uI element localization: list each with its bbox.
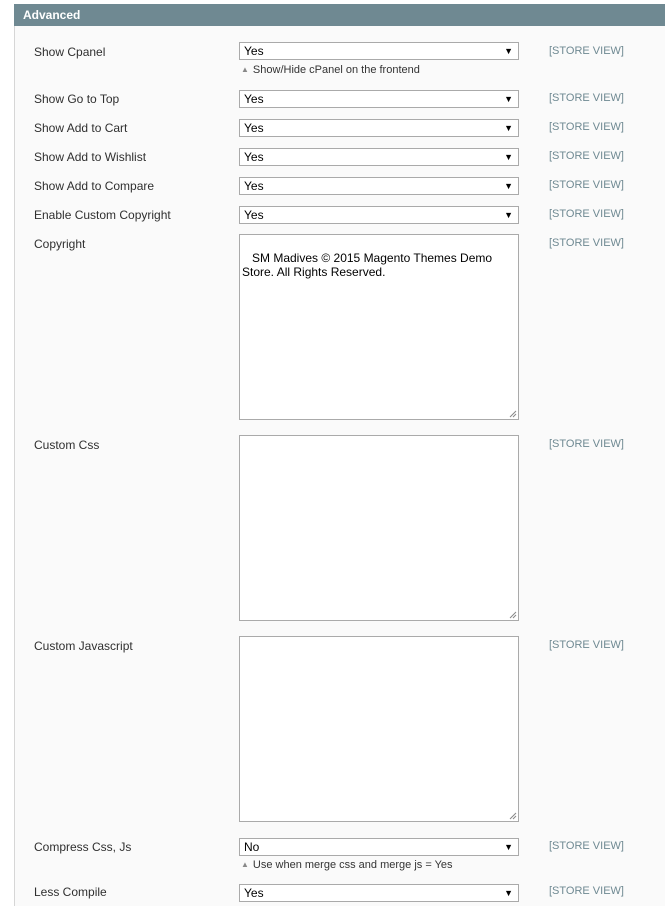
show-add-to-cart-label: Show Add to Cart [34, 121, 128, 135]
custom-javascript-textarea[interactable] [239, 636, 519, 822]
select-value: No [244, 840, 260, 854]
note-text: Show/Hide cPanel on the frontend [252, 64, 420, 76]
scope-label: [STORE VIEW] [549, 208, 624, 220]
select-value: Yes [244, 44, 264, 58]
compress-css-js-label: Compress Css, Js [34, 840, 132, 854]
scope-label: [STORE VIEW] [549, 92, 624, 104]
select-value: Yes [244, 179, 264, 193]
select-value: Yes [244, 121, 264, 135]
show-add-to-wishlist-select[interactable] [239, 148, 519, 166]
scope-label: [STORE VIEW] [549, 639, 624, 651]
show-go-to-top-label: Show Go to Top [34, 92, 120, 106]
scope-label: [STORE VIEW] [549, 150, 624, 162]
show-cpanel-select[interactable] [239, 42, 519, 60]
enable-custom-copyright-select[interactable] [239, 206, 519, 224]
compress-css-js-select[interactable] [239, 838, 519, 856]
resize-grip-icon[interactable] [509, 812, 517, 820]
enable-custom-copyright-label: Enable Custom Copyright [34, 208, 171, 222]
select-value: Yes [244, 208, 264, 222]
triangle-down-icon: ▼ [504, 46, 513, 56]
scope-label: [STORE VIEW] [549, 840, 624, 852]
less-compile-select[interactable] [239, 884, 519, 902]
select-value: Yes [244, 886, 264, 900]
triangle-down-icon: ▼ [504, 152, 513, 162]
show-add-to-compare-select[interactable] [239, 177, 519, 195]
resize-grip-icon[interactable] [509, 410, 517, 418]
scope-label: [STORE VIEW] [549, 179, 624, 191]
triangle-down-icon: ▼ [504, 181, 513, 191]
show-cpanel-note [241, 64, 420, 76]
custom-css-textarea[interactable] [239, 435, 519, 621]
show-add-to-cart-select[interactable] [239, 119, 519, 137]
triangle-up-icon: ▲ [241, 860, 249, 869]
show-add-to-wishlist-label: Show Add to Wishlist [34, 150, 147, 164]
triangle-down-icon: ▼ [504, 842, 513, 852]
less-compile-label: Less Compile [34, 885, 107, 899]
custom-javascript-label: Custom Javascript [34, 639, 133, 653]
show-add-to-compare-label: Show Add to Compare [34, 179, 155, 193]
select-value: Yes [244, 150, 264, 164]
copyright-textarea[interactable] [239, 234, 519, 420]
show-cpanel-label: Show Cpanel [34, 45, 106, 59]
scope-label: [STORE VIEW] [549, 438, 624, 450]
custom-css-label: Custom Css [34, 438, 100, 452]
textarea-value: SM Madives © 2015 Magento Themes Demo Store. All Rights Reserved. [242, 251, 496, 279]
section-title: Advanced [23, 8, 81, 22]
note-text: Use when merge css and merge js = Yes [252, 859, 453, 871]
compress-css-js-note [241, 859, 453, 871]
section-header-advanced[interactable] [14, 4, 665, 26]
triangle-down-icon: ▼ [504, 888, 513, 898]
scope-label: [STORE VIEW] [549, 885, 624, 897]
scope-label: [STORE VIEW] [549, 237, 624, 249]
resize-grip-icon[interactable] [509, 611, 517, 619]
scope-label: [STORE VIEW] [549, 121, 624, 133]
triangle-down-icon: ▼ [504, 210, 513, 220]
select-value: Yes [244, 92, 264, 106]
copyright-label: Copyright [34, 237, 86, 251]
triangle-down-icon: ▼ [504, 94, 513, 104]
triangle-down-icon: ▼ [504, 123, 513, 133]
triangle-up-icon: ▲ [241, 65, 249, 74]
scope-label: [STORE VIEW] [549, 45, 624, 57]
show-go-to-top-select[interactable] [239, 90, 519, 108]
